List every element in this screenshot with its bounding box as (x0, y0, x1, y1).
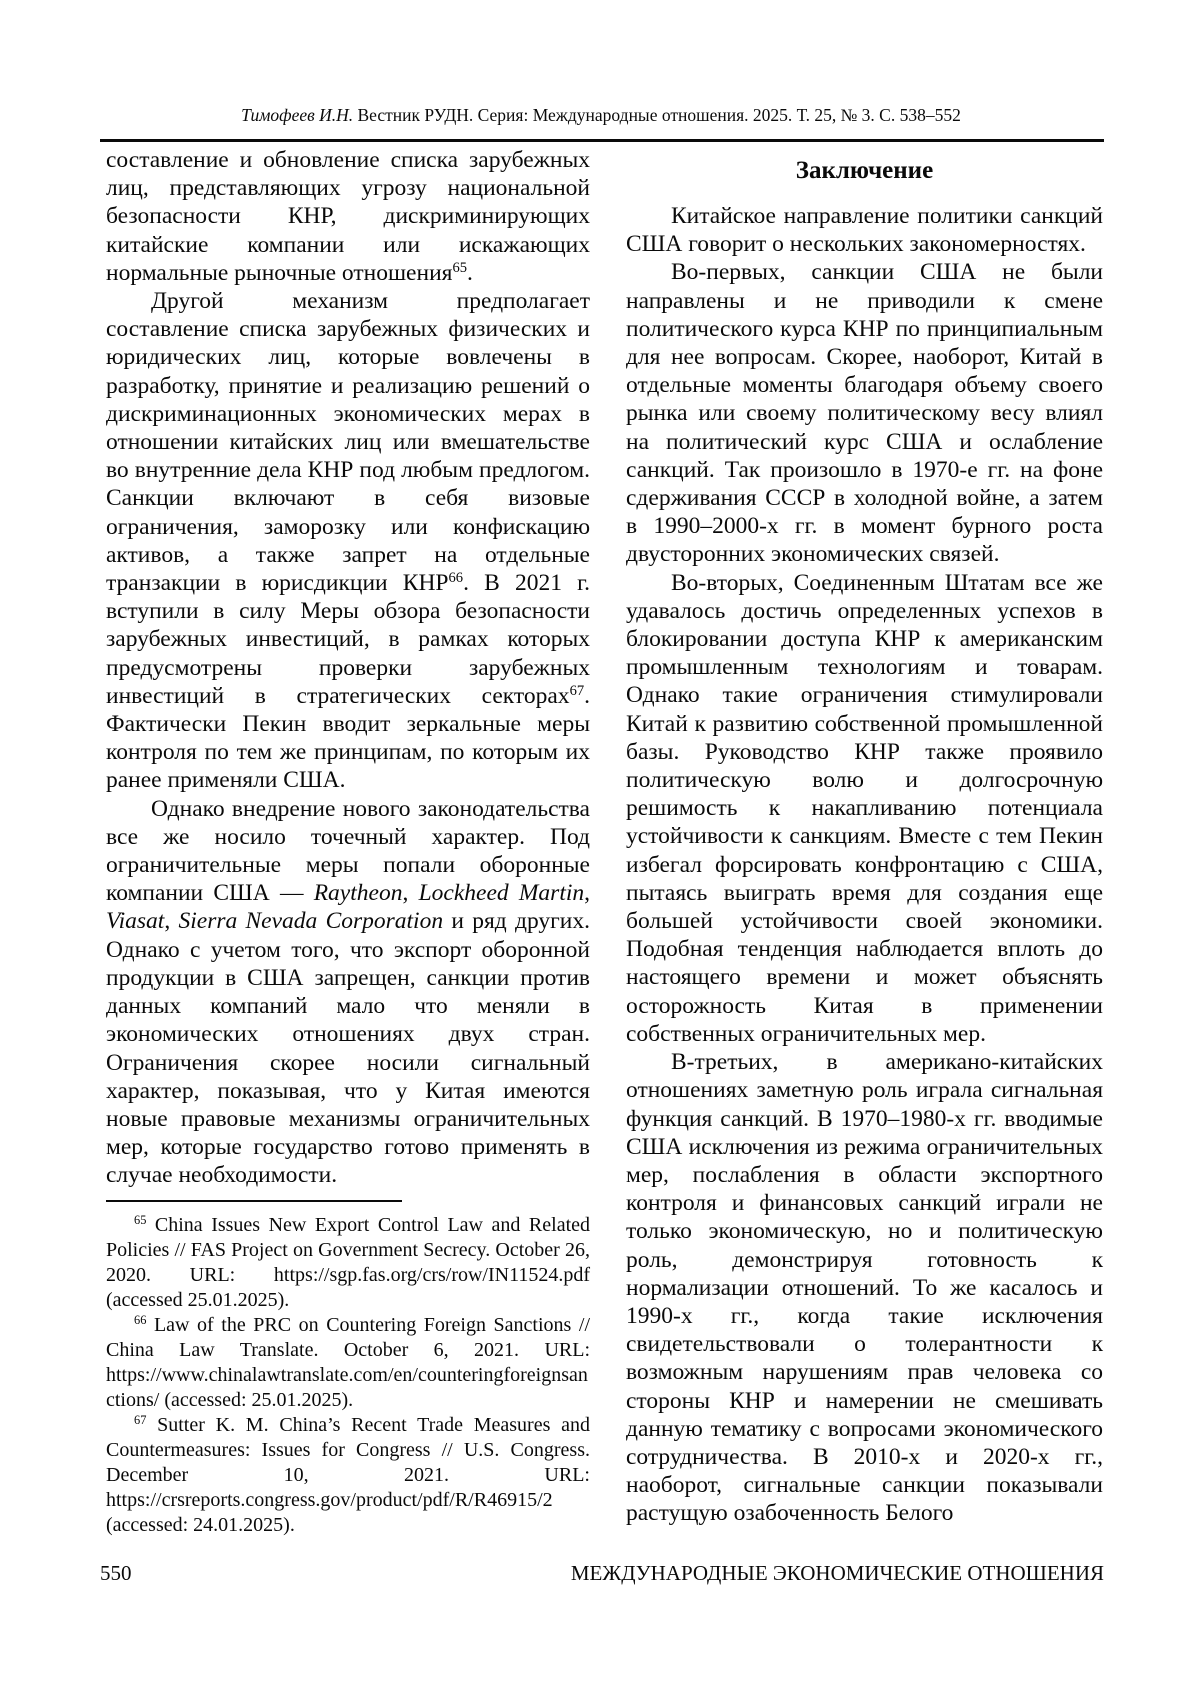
header-citation: Вестник РУДН. Серия: Международные отношения. 2025. Т. 25, № 3. С. 538–552 (353, 105, 961, 125)
footnote-marker: 67 (134, 1413, 147, 1428)
right-column (626, 146, 1103, 1538)
footnote: $^{67}$ Sutter K. M. China’s Recent Trade Measures and Countermeasures: Issues for Congress // U.S. Congress. December 10, 2021. URL: https://crsreports.congress.gov/product/pdf/R/R46915/2 (accessed: 24.01.2025). (106, 1413, 590, 1536)
paragraph: В-третьих, в американо-китайских отношениях заметную роль играла сигнальная функция санкций. В 1970–1980-х гг. вводимые США исключения из режима ограничительных мер, послабления в области экспортного контроля и финансовых санкций играли не только экономическую, но и политическую роль, демонстрируя готовность к нормализации отношений. То же касалось и 1990-х гг., когда такие исключения свидетельствовали о толерантности к возможным нарушениям прав человека со стороны КНР и намерении не смешивать данную тематику с вопросами экономического сотрудничества. В 2010-х и 2020-х гг., наоборот, сигнальные санкции показывали растущую озабоченность Белого (626, 1049, 1103, 1527)
footnote-reference: 65 (452, 259, 468, 276)
footnote: $^{66}$ Law of the PRC on Countering Foreign Sanctions // China Law Translate. October 6, 2021. URL: https://www.chinalawtranslate.com/en/counteringforeignsanctions/ (accessed: 25.01.2025). (106, 1313, 590, 1411)
footnote: $^{65}$ China Issues New Export Control Law and Related Policies // FAS Project on Government Secrecy. October 26, 2020. URL: https://sgp.fas.org/crs/row/IN11524.pdf (accessed 25.01.2025). (106, 1213, 590, 1311)
footnote-marker: 66 (134, 1313, 147, 1328)
left-column (106, 146, 590, 1538)
paragraph: Во-вторых, Соединенным Штатам все же удавалось достичь определенных успехов в блокировании доступа КНР к американским промышленным технологиям и товарам. Однако такие ограничения стимулировали Китай к развитию собственной промышленной базы. Руководство КНР также проявило политическую волю и долгосрочную решимость к накапливанию потенциала устойчивости к санкциям. Вместе с тем Пекин избегал форсировать конфронтацию с США, пытаясь выиграть время для создания еще большей устойчивости своей экономики. Подобная тенденция наблюдается вплоть до настоящего времени и может объяснять осторожность Китая в применении собственных ограничительных мер. (626, 569, 1103, 1047)
italic-text: Sierra Nevada Corporation (178, 908, 444, 935)
running-header (98, 104, 1104, 126)
section-heading: Заключение (795, 157, 934, 184)
footnote-separator (106, 1200, 402, 1202)
page-number: 550 (100, 1561, 132, 1585)
paragraph: Китайское направление политики санкций США говорит о нескольких закономерностях. (626, 203, 1103, 258)
italic-text: Lockheed Martin (418, 880, 585, 907)
footnote-marker: 65 (134, 1213, 147, 1228)
paragraph: Однако внедрение нового законодательства все же носило точечный характер. Под ограничительные меры попали оборонные компании США — Raytheon, Lockheed Martin, Viasat, Sierra Nevada Corporation и ряд других. Однако с учетом того, что экспорт оборонной продукции в США запрещен, санкции против данных компаний мало что меняли в экономических отношениях двух стран. Ограничения скорее носили сигнальный характер, показывая, что у Китая имеются новые правовые механизмы ограничительных мер, которые государство готово применять в случае необходимости. (106, 795, 591, 1189)
paragraph: Другой механизм предполагает составление списка зарубежных физических и юридических лиц, которые вовлечены в разработку, принятие и реализацию решений о дискриминационных экономических мерах в отношении китайских лиц или вмешательстве во внутренние дела КНР под любым предлогом. Санкции включают в себя визовые ограничения, заморозку или конфискацию активов, а также запрет на отдельные транзакции в юрисдикции КНР$^{66}$. В 2021 г. вступили в силу Меры обзора безопасности зарубежных инвестиций, в рамках которых предусмотрены проверки зарубежных инвестиций в стратегических секторах$^{67}$. Фактически Пекин вводит зеркальные меры контроля по тем же принципам, по которым их ранее применяли США. (106, 288, 590, 794)
footnote-reference: 66 (448, 570, 464, 587)
left-column-body (106, 146, 590, 1190)
footnotes-list (106, 1213, 590, 1538)
running-footer (100, 1560, 1104, 1586)
header-author: Тимофеев И.Н. (241, 105, 354, 125)
right-column-body (626, 202, 1103, 1528)
page-content (106, 146, 1103, 1538)
footer-section-title: МЕЖДУНАРОДНЫЕ ЭКОНОМИЧЕСКИЕ ОТНОШЕНИЯ (570, 1561, 1104, 1585)
italic-text: Viasat (106, 908, 165, 935)
paragraph: составление и обновление списка зарубежных лиц, представляющих угрозу национальной безопасности КНР, дискриминирующих китайские компании или искажающих нормальные рыночные отношения$^{65}$. (106, 147, 590, 286)
header-rule (100, 139, 1104, 142)
paragraph: Во-первых, санкции США не были направлены и не приводили к смене политического курса КНР по принципиальным для нее вопросам. Скорее, наоборот, Китай в отдельные моменты благодаря объему своего рынка или своему политическому весу влиял на политический курс США и ослабление санкций. Так произошло в 1970-е гг. на фоне сдерживания СССР в холодной войне, а затем в 1990–2000-х гг. в момент бурного роста двусторонних экономических связей. (626, 259, 1103, 568)
footnote-reference: 67 (569, 682, 585, 699)
footnotes-block (106, 1200, 590, 1538)
italic-text: Raytheon (313, 880, 403, 907)
